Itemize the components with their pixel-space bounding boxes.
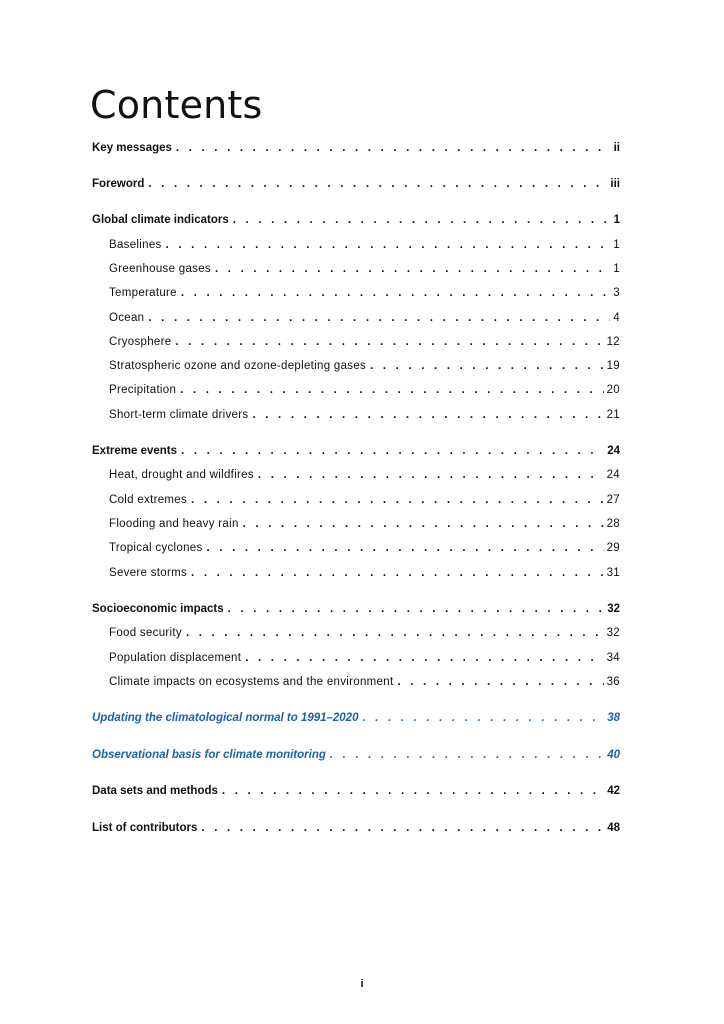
toc-entry[interactable]	[92, 563, 620, 583]
toc-entry[interactable]	[92, 465, 620, 485]
toc-entry-label: Baselines	[109, 239, 162, 251]
toc-entry-label: Key messages	[92, 142, 172, 154]
toc-entry-label: Observational basis for climate monitoring	[92, 749, 326, 761]
toc-leader-dots	[191, 563, 604, 583]
toc-entry-label: Data sets and methods	[92, 785, 218, 797]
toc-entry-page: 24	[607, 445, 620, 457]
toc-entry[interactable]	[92, 708, 620, 728]
toc-entry-label: Updating the climatological normal to 1991–2020	[92, 712, 359, 724]
toc-entry-page: 32	[606, 627, 620, 639]
toc-entry-page: 19	[606, 360, 620, 372]
toc-leader-dots	[233, 210, 611, 230]
toc-entry[interactable]	[92, 210, 620, 230]
toc-entry-page: 27	[606, 494, 620, 506]
toc-entry[interactable]	[92, 138, 620, 158]
toc-entry-page: 24	[606, 469, 620, 481]
toc-entry-page: 1	[613, 263, 620, 275]
toc-entry-label: Ocean	[109, 312, 145, 324]
toc-entry-label: Tropical cyclones	[109, 542, 203, 554]
toc-entry-page: 12	[606, 336, 620, 348]
toc-entry-page: 1	[613, 214, 620, 226]
toc-entry[interactable]	[92, 538, 620, 558]
toc-entry-label: Global climate indicators	[92, 214, 229, 226]
toc-leader-dots	[330, 745, 604, 765]
toc-entry-page: ii	[613, 142, 620, 154]
toc-leader-dots	[243, 514, 604, 534]
toc-entry[interactable]	[92, 356, 620, 376]
toc-leader-dots	[201, 818, 604, 838]
toc-entry-page: iii	[610, 178, 620, 190]
toc-entry[interactable]	[92, 332, 620, 352]
toc-entry[interactable]	[92, 514, 620, 534]
toc-entry-label: Climate impacts on ecosystems and the environment	[109, 676, 394, 688]
toc-entry-label: Flooding and heavy rain	[109, 518, 239, 530]
toc-entry[interactable]	[92, 623, 620, 643]
toc-entry[interactable]	[92, 490, 620, 510]
toc-entry-page: 34	[606, 652, 620, 664]
toc-leader-dots	[222, 781, 604, 801]
toc-leader-dots	[370, 356, 604, 376]
toc-leader-dots	[215, 259, 610, 279]
toc-entry-page: 36	[606, 676, 620, 688]
page-title: Contents	[90, 83, 263, 127]
toc-entry-page: 32	[607, 603, 620, 615]
toc-entry-page: 29	[606, 542, 620, 554]
toc-leader-dots	[397, 672, 603, 692]
toc-entry-page: 31	[606, 567, 620, 579]
toc-entry[interactable]	[92, 235, 620, 255]
toc-entry-label: Extreme events	[92, 445, 178, 457]
toc-leader-dots	[148, 174, 607, 194]
toc-entry-label: Stratospheric ozone and ozone-depleting gases	[109, 360, 367, 372]
toc-entry[interactable]	[92, 648, 620, 668]
toc-entry-label: Cryosphere	[109, 336, 172, 348]
toc-entry[interactable]	[92, 308, 620, 328]
toc-entry[interactable]	[92, 599, 620, 619]
toc-leader-dots	[258, 465, 604, 485]
toc-leader-dots	[186, 623, 604, 643]
toc-entry[interactable]	[92, 405, 620, 425]
toc-leader-dots	[181, 283, 610, 303]
toc-entry-label: Short-term climate drivers	[109, 409, 249, 421]
toc-entry-label: Precipitation	[109, 384, 177, 396]
toc-entry-page: 48	[607, 822, 620, 834]
toc-entry[interactable]	[92, 745, 620, 765]
toc-leader-dots	[363, 708, 605, 728]
toc-entry-label: Greenhouse gases	[109, 263, 211, 275]
toc-leader-dots	[175, 332, 603, 352]
toc-entry-label: List of contributors	[92, 822, 198, 834]
toc-entry-label: Food security	[109, 627, 182, 639]
toc-entry-page: 3	[613, 287, 620, 299]
toc-leader-dots	[176, 138, 611, 158]
toc-entry[interactable]	[92, 672, 620, 692]
toc-entry-label: Heat, drought and wildfires	[109, 469, 254, 481]
toc-entry-page: 38	[607, 712, 620, 724]
toc-leader-dots	[207, 538, 604, 558]
toc-leader-dots	[181, 441, 604, 461]
toc-entry-label: Temperature	[109, 287, 177, 299]
toc-entry-page: 21	[606, 409, 620, 421]
toc-entry-label: Foreword	[92, 178, 145, 190]
toc-entry[interactable]	[92, 781, 620, 801]
toc-entry-page: 42	[607, 785, 620, 797]
toc-entry-page: 1	[613, 239, 620, 251]
toc-leader-dots	[166, 235, 611, 255]
toc-entry[interactable]	[92, 441, 620, 461]
toc-entry[interactable]	[92, 283, 620, 303]
toc-entry-label: Severe storms	[109, 567, 188, 579]
toc-entry-label: Cold extremes	[109, 494, 188, 506]
toc-entry-page: 4	[613, 312, 620, 324]
toc-entry-page: 40	[607, 749, 620, 761]
toc-entry[interactable]	[92, 818, 620, 838]
toc-leader-dots	[252, 405, 603, 425]
toc-entry-label: Socioeconomic impacts	[92, 603, 224, 615]
toc-leader-dots	[191, 490, 604, 510]
toc-entry[interactable]	[92, 174, 620, 194]
toc-entry-page: 28	[606, 518, 620, 530]
toc-entry-label: Population displacement	[109, 652, 242, 664]
toc-leader-dots	[245, 648, 603, 668]
page-number: i	[360, 978, 364, 990]
toc-entry-page: 20	[606, 384, 620, 396]
toc-entry[interactable]	[92, 380, 620, 400]
toc-leader-dots	[228, 599, 605, 619]
toc-leader-dots	[148, 308, 610, 328]
toc-leader-dots	[180, 380, 603, 400]
toc-entry[interactable]	[92, 259, 620, 279]
